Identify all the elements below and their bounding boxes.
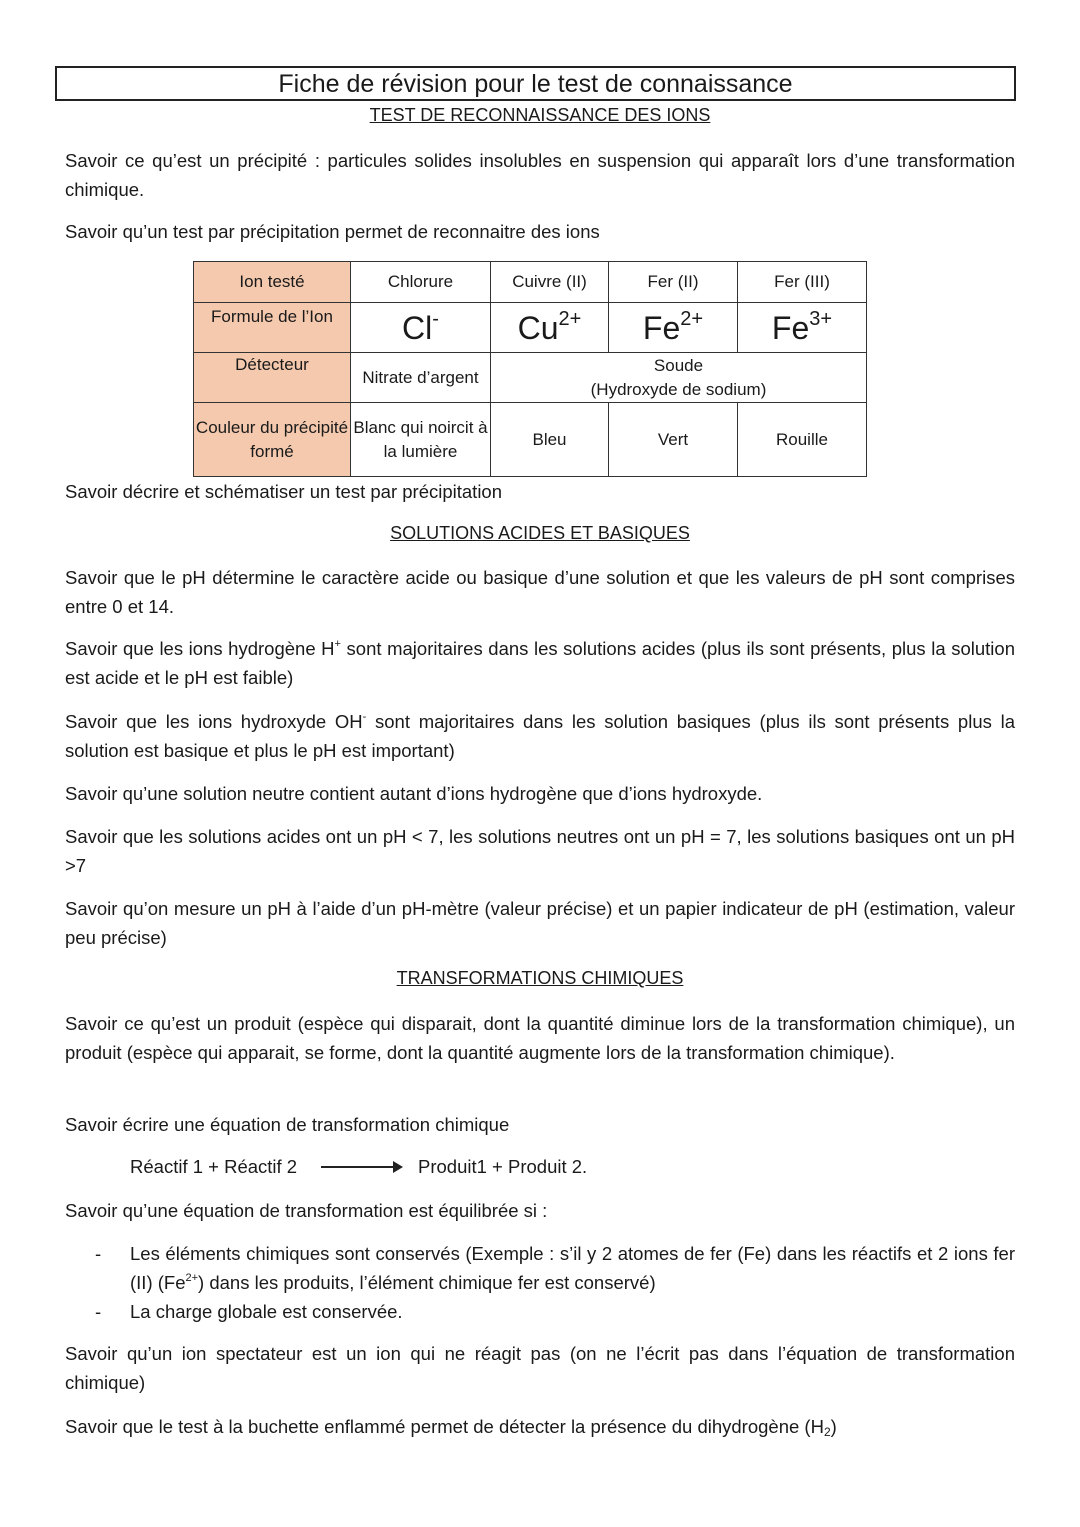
paragraph-test: Savoir qu’un test par précipitation permet de reconnaitre des ions <box>65 221 600 242</box>
balance-conditions-list <box>95 1239 1015 1326</box>
equation-reactants: Réactif 1 + Réactif 2 <box>130 1156 298 1177</box>
table-row <box>194 262 867 303</box>
paragraph-ph-values: Savoir que les solutions acides ont un pH < 7, les solutions neutres ont un pH = 7, les solutions basiques ont un pH >7 <box>65 826 1015 876</box>
table-row <box>194 303 867 353</box>
paragraph-decrire: Savoir décrire et schématiser un test par précipitation <box>65 481 503 502</box>
paragraph-hydrogen-ions: Savoir que les ions hydrogène H+ sont majoritaires dans les solutions acides (plus ils sont présents, plus la solution est acide et le pH est faible) <box>65 638 1015 688</box>
detector-cell: Nitrate d’argent <box>351 353 491 403</box>
section-title-acid-base: SOLUTIONS ACIDES ET BASIQUES <box>390 523 690 543</box>
list-item: - La charge globale est conservée. <box>95 1301 403 1322</box>
page-title: Fiche de révision pour le test de connaissance <box>55 66 1016 101</box>
row-label-ion: Ion testé <box>194 262 351 303</box>
row-label-detector: Détecteur <box>194 353 351 403</box>
paragraph-hydroxide-ions: Savoir que les ions hydroxyde OH- sont majoritaires dans les solution basiques (plus ils sont présents plus la solution est basique et plus le pH est important) <box>65 711 1015 761</box>
table-row <box>194 353 867 403</box>
color-cell: Vert <box>609 403 738 477</box>
paragraph-balanced: Savoir qu’une équation de transformation est équilibrée si : <box>65 1200 548 1221</box>
paragraph-spectator-ion: Savoir qu’un ion spectateur est un ion qui ne réagit pas (on ne l’écrit pas dans l’équation de transformation chimique) <box>65 1343 1015 1393</box>
paragraph-produit: Savoir ce qu’est un produit (espèce qui disparait, dont la quantité diminue lors de la transformation chimique), un produit (espèce qui apparait, se forme, dont la quantité augmente lors de la transformation chimique). <box>65 1013 1015 1063</box>
color-cell: Bleu <box>491 403 609 477</box>
table-row <box>194 403 867 477</box>
ion-test-table <box>193 261 867 477</box>
ion-name-cell: Chlorure <box>351 262 491 303</box>
detector-cell: Soude (Hydroxyde de sodium) <box>491 353 867 403</box>
formula-cell: $Cu^{2+}$ <box>491 303 609 353</box>
ion-name-cell: Cuivre (II) <box>491 262 609 303</box>
section-title-ions: TEST DE RECONNAISSANCE DES IONS <box>369 105 711 125</box>
ion-name-cell: Fer (II) <box>609 262 738 303</box>
formula-cell: $Fe^{3+}$ <box>738 303 867 353</box>
row-label-color: Couleur du précipité formé <box>194 403 351 477</box>
row-label-formula: Formule de l’Ion <box>194 303 351 353</box>
section-title-transformations: TRANSFORMATIONS CHIMIQUES <box>396 968 684 988</box>
paragraph-ph-measure: Savoir qu’on mesure un pH à l’aide d’un pH-mètre (valeur précise) et un papier indicateur de pH (estimation, valeur peu précise) <box>65 898 1015 948</box>
paragraph-equation: Savoir écrire une équation de transformation chimique <box>65 1114 510 1135</box>
paragraph-precipite: Savoir ce qu’est un précipité : particules solides insolubles en suspension qui apparaît lors d’une transformation chimique. <box>65 150 1015 200</box>
equation-products: Produit1 + Produit 2. <box>418 1156 588 1177</box>
paragraph-neutral: Savoir qu’une solution neutre contient autant d’ions hydrogène que d’ions hydroxyde. <box>65 783 763 804</box>
reaction-arrow-icon <box>321 1166 401 1168</box>
list-item: - Les éléments chimiques sont conservés (Exemple : s’il y 2 atomes de fer (Fe) dans les réactifs et 2 ions fer (II) $(Fe^{2+})$ dans les produits, l’élément chimique fer est conservé) <box>95 1243 1015 1293</box>
color-cell: Blanc qui noircit à la lumière <box>351 403 491 477</box>
paragraph-hydrogen-test: Savoir que le test à la buchette enflammé permet de détecter la présence du dihydrogène $(H_2)$ <box>65 1416 837 1439</box>
color-cell: Rouille <box>738 403 867 477</box>
paragraph-ph-range: Savoir que le pH détermine le caractère acide ou basique d’une solution et que les valeurs de pH sont comprises entre 0 et 14. <box>65 567 1015 617</box>
ion-name-cell: Fer (III) <box>738 262 867 303</box>
formula-cell: Cl- <box>351 303 491 353</box>
formula-cell: $Fe^{2+}$ <box>609 303 738 353</box>
